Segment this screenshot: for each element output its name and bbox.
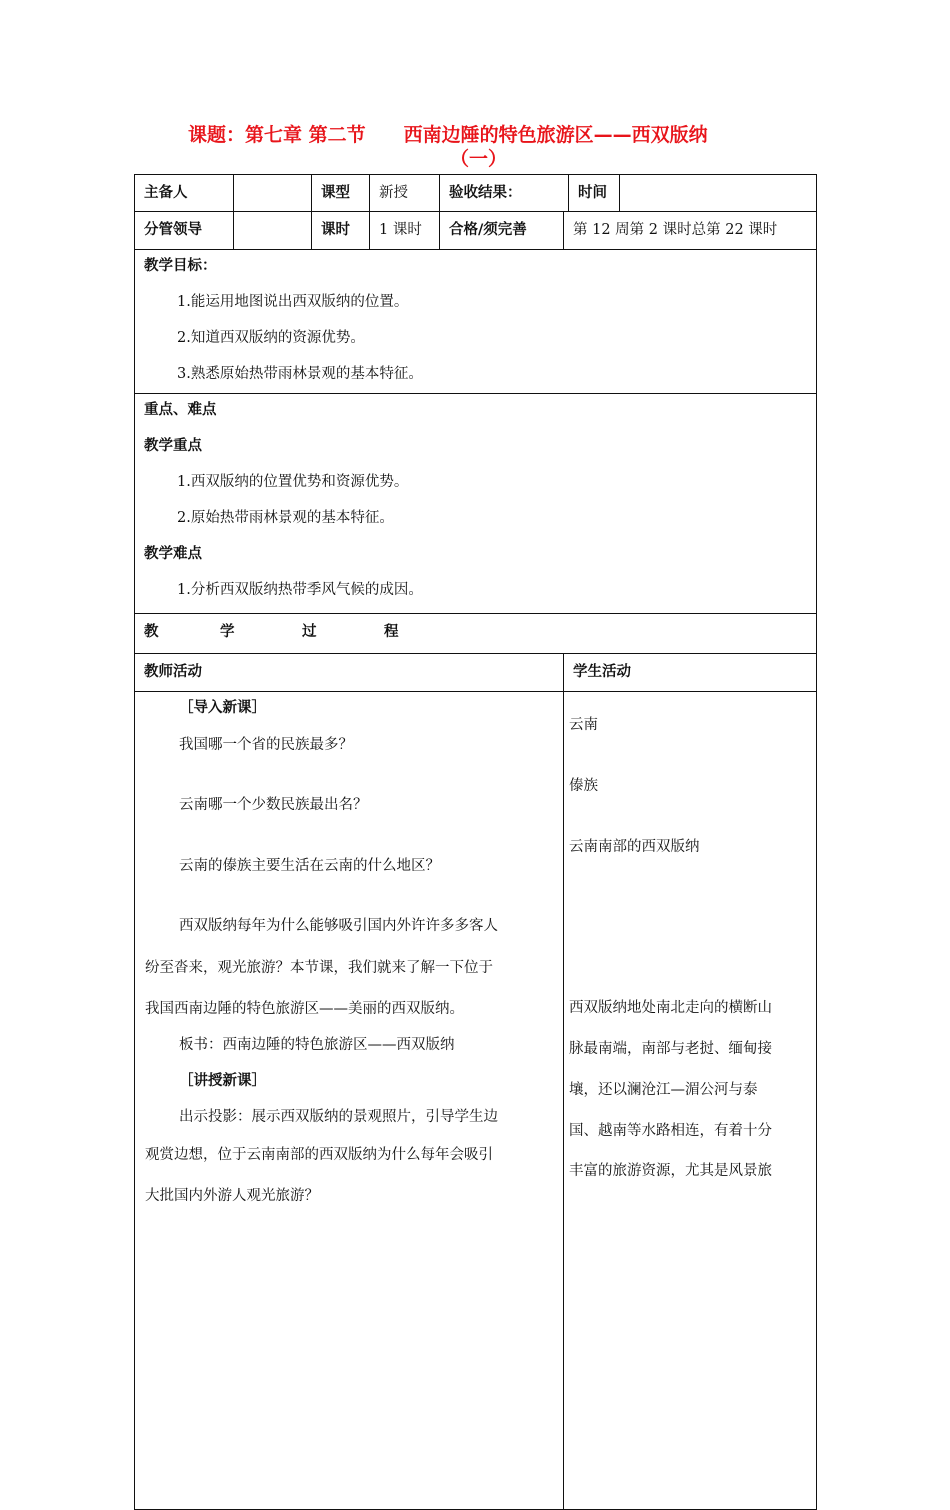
student-paragraph-line: 脉最南端，南部与老挝、缅甸接	[569, 1041, 772, 1057]
preparer-label: 主备人	[144, 185, 188, 201]
pass-label: 合格/须完善	[449, 222, 527, 238]
student-activity	[564, 692, 816, 1509]
paragraph-line: 纷至沓来，观光旅游？本节课，我们就来了解一下位于	[145, 960, 493, 976]
check-result-label: 验收结果：	[449, 185, 522, 201]
student-paragraph-line: 国、越南等水路相连，有着十分	[569, 1123, 772, 1139]
process-char: 过	[302, 624, 317, 640]
process-char: 学	[220, 624, 235, 640]
question-1: 我国哪一个省的民族最多？	[179, 737, 353, 753]
board-note: 板书：西南边陲的特色旅游区——西双版纳	[179, 1037, 455, 1053]
focus-item: 1.西双版纳的位置优势和资源优势。	[177, 474, 409, 490]
student-paragraph-line: 壤，还以澜沧江—湄公河与泰	[569, 1082, 758, 1098]
objective-item: 2.知道西双版纳的资源优势。	[177, 330, 365, 346]
answer-3: 云南南部的西双版纳	[569, 839, 700, 855]
activity-body-row	[135, 692, 817, 1510]
question-3: 云南的傣族主要生活在云南的什么地区？	[179, 858, 440, 874]
schedule-text: 第 12 周第 2 课时总第 22 课时	[573, 222, 778, 238]
objective-item: 1.能运用地图说出西双版纳的位置。	[177, 294, 409, 310]
process-row	[135, 614, 817, 654]
answer-2: 傣族	[569, 778, 598, 794]
title-line-2: （一）	[450, 148, 508, 170]
time-value	[620, 175, 816, 183]
focus-item: 2.原始热带雨林景观的基本特征。	[177, 510, 394, 526]
preparer-value	[234, 175, 311, 183]
difficulty-item: 1.分析西双版纳热带季风气候的成因。	[177, 582, 423, 598]
difficulty-heading: 教学难点	[144, 546, 202, 562]
paragraph-line: 西双版纳每年为什么能够吸引国内外许许多多客人	[179, 918, 498, 934]
focus-heading: 教学重点	[144, 438, 202, 454]
student-paragraph-line: 丰富的旅游资源，尤其是风景旅	[569, 1163, 772, 1179]
hours-label: 课时	[321, 222, 350, 238]
teacher-activity-heading: 教师活动	[144, 664, 202, 680]
paragraph-line: 大批国内外游人观光旅游？	[145, 1188, 319, 1204]
objectives-row	[135, 250, 817, 394]
process-char: 程	[384, 624, 399, 640]
teach-heading: ［讲授新课］	[179, 1073, 266, 1089]
objectives-heading: 教学目标：	[144, 258, 217, 274]
lesson-plan-table	[134, 174, 817, 1510]
teacher-activity	[135, 692, 563, 1509]
header-row-1	[135, 175, 817, 212]
paragraph-line: 出示投影：展示西双版纳的景观照片，引导学生边	[179, 1109, 498, 1125]
leader-label: 分管领导	[144, 222, 202, 238]
student-activity-heading: 学生活动	[573, 664, 631, 680]
document-title	[188, 122, 818, 170]
student-paragraph-line: 西双版纳地处南北走向的横断山	[569, 1000, 772, 1016]
paragraph-line: 我国西南边陲的特色旅游区——美丽的西双版纳。	[145, 1001, 464, 1017]
time-label: 时间	[578, 185, 607, 201]
hours-value: 1 课时	[379, 222, 422, 238]
objective-item: 3.熟悉原始热带雨林景观的基本特征。	[177, 366, 423, 382]
lesson-type-value: 新授	[379, 185, 408, 201]
paragraph-line: 观赏边想，位于云南南部的西双版纳为什么每年会吸引	[145, 1147, 493, 1163]
leader-value	[234, 212, 311, 220]
process-char: 教	[144, 624, 159, 640]
intro-heading: ［导入新课］	[179, 700, 266, 716]
title-line-1: 课题：第七章 第二节 西南边陲的特色旅游区——西双版纳	[188, 124, 708, 146]
keypoints-heading: 重点、难点	[144, 402, 217, 418]
header-row-2	[135, 212, 817, 250]
question-2: 云南哪一个少数民族最出名？	[179, 797, 368, 813]
answer-1: 云南	[569, 717, 598, 733]
activity-header-row	[135, 654, 817, 692]
keypoints-row	[135, 394, 817, 614]
lesson-type-label: 课型	[321, 185, 350, 201]
